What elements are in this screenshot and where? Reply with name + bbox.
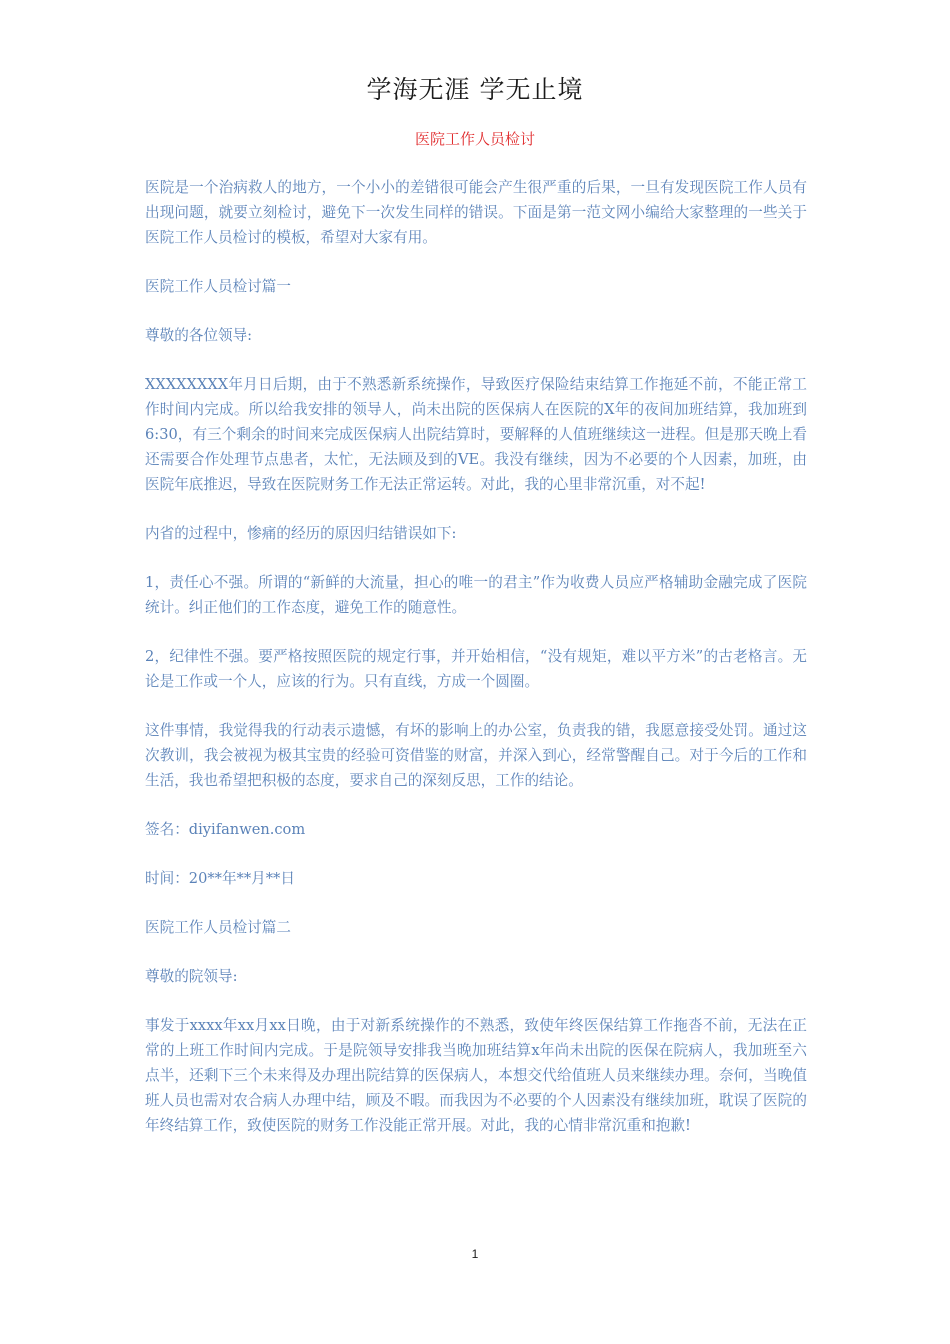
paragraph-point-two: 2，纪律性不强。要严格按照医院的规定行事，并开始相信，“没有规矩，难以平方米”的古老格言。无论是工作或一个人，应该的行为。只有直线，方成一个圆圈。 [145, 648, 807, 690]
salutation-one: 尊敬的各位领导: [145, 327, 253, 344]
section-heading-two: 医院工作人员检讨篇二 [145, 919, 291, 936]
paragraph-incident-two: 事发于xxxx年xx月xx日晚，由于对新系统操作的不熟悉，致使年终医保结算工作拖沓不前，无法在正常的上班工作时间内完成。于是院领导安排我当晚加班结算x年尚未出院的医保在院病人，我加班至六点半，还剩下三个未来得及办理出院结算的医保病人，本想交代给值班人员来继续办理。奈何，当晚值班人员也需对农合病人办理中结，顾及不暇。而我因为不必要的个人因素没有继续加班，耽误了医院的年终结算工作，致使医院的财务工作没能正常开展。对此，我的心情非常沉重和抱歉! [145, 1017, 807, 1134]
page-number: 1 [471, 1247, 479, 1261]
salutation-two: 尊敬的院领导: [145, 968, 238, 985]
paragraph-incident-one: XXXXXXXX年月日后期，由于不熟悉新系统操作，导致医疗保险结束结算工作拖延不前，不能正常工作时间内完成。所以给我安排的领导人，尚未出院的医保病人在医院的X年的夜间加班结算，我加班到6:30，有三个剩余的时间来完成医保病人出院结算时，要解释的人值班继续这一进程。但是那天晚上看还需要合作处理节点患者，太忙，无法顾及到的VE。我没有继续，因为不必要的个人因素，加班，由医院年底推迟，导致在医院财务工作无法正常运转。对此，我的心里非常沉重，对不起! [145, 376, 807, 493]
section-heading-one: 医院工作人员检讨篇一 [145, 278, 291, 295]
date-line: 时间：20**年**月**日 [145, 870, 295, 887]
paragraph-point-one: 1，责任心不强。所谓的“新鲜的大流量，担心的唯一的君主”作为收费人员应严格辅助金融完成了医院统计。纠正他们的工作态度，避免工作的随意性。 [145, 574, 807, 616]
paragraph-reflection-intro: 内省的过程中，惨痛的经历的原因归结错误如下: [145, 525, 457, 542]
document-title: 医院工作人员检讨 [414, 130, 535, 148]
paragraph-intro: 医院是一个治病救人的地方，一个小小的差错很可能会产生很严重的后果，一旦有发现医院工作人员有出现问题，就要立刻检讨，避免下一次发生同样的错误。下面是第一范文网小编给大家整理的一些关于医院工作人员检讨的模板，希望对大家有用。 [145, 179, 807, 246]
signature-line: 签名：diyifanwen.com [145, 821, 306, 838]
header-title: 学海无涯 学无止境 [366, 75, 584, 104]
document-body [145, 175, 807, 1162]
paragraph-conclusion: 这件事情，我觉得我的行动表示遗憾，有坏的影响上的办公室，负责我的错，我愿意接受处罚。通过这次教训，我会被视为极其宝贵的经验可资借鉴的财富，并深入到心，经常警醒自己。对于今后的工作和生活，我也希望把积极的态度，要求自己的深刻反思，工作的结论。 [145, 722, 807, 789]
